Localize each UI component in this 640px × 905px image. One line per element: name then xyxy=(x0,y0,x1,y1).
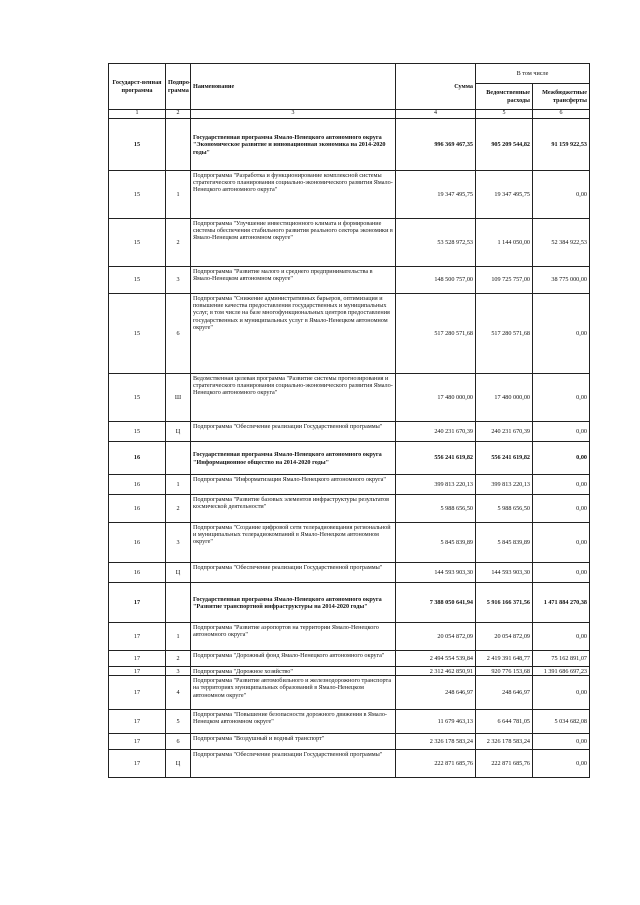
column-number: 6 xyxy=(533,110,590,119)
program-code-cell: 15 xyxy=(109,294,166,374)
department-expenses-cell: 240 231 670,39 xyxy=(476,422,533,442)
sum-cell: 7 388 050 641,94 xyxy=(396,583,476,623)
sum-cell: 2 312 462 850,91 xyxy=(396,667,476,676)
transfers-cell: 0,00 xyxy=(533,676,590,710)
name-cell: Подпрограмма "Воздушный и водный транспорт" xyxy=(191,734,396,750)
transfers-cell: 0,00 xyxy=(533,442,590,475)
transfers-cell: 0,00 xyxy=(533,563,590,583)
subprogram-code-cell: 3 xyxy=(166,667,191,676)
sum-cell: 53 528 972,53 xyxy=(396,219,476,267)
transfers-cell: 0,00 xyxy=(533,495,590,523)
department-expenses-cell: 905 209 544,82 xyxy=(476,119,533,171)
transfers-cell: 38 775 000,00 xyxy=(533,267,590,294)
sum-cell: 556 241 619,82 xyxy=(396,442,476,475)
sum-cell: 222 871 685,76 xyxy=(396,750,476,778)
subprogram-code-cell: Ц xyxy=(166,750,191,778)
table-row xyxy=(109,422,590,442)
subprogram-code-cell: Ц xyxy=(166,422,191,442)
department-expenses-cell: 19 347 495,75 xyxy=(476,171,533,219)
sum-cell: 240 231 670,39 xyxy=(396,422,476,442)
column-number: 3 xyxy=(191,110,396,119)
name-cell: Подпрограмма "Развитие аэропортов на территории Ямало-Ненецкого автономного округа" xyxy=(191,623,396,651)
transfers-cell: 0,00 xyxy=(533,475,590,495)
sum-cell: 996 369 467,35 xyxy=(396,119,476,171)
name-cell: Подпрограмма "Информатизация Ямало-Ненецкого автономного округа" xyxy=(191,475,396,495)
program-code-cell: 16 xyxy=(109,475,166,495)
column-number: 5 xyxy=(476,110,533,119)
department-expenses-cell: 517 280 571,68 xyxy=(476,294,533,374)
program-code-cell: 15 xyxy=(109,374,166,422)
header-name: Наименование xyxy=(191,64,396,110)
program-code-cell: 17 xyxy=(109,667,166,676)
table-row xyxy=(109,651,590,667)
subprogram-code-cell: 5 xyxy=(166,710,191,734)
program-code-cell: 15 xyxy=(109,219,166,267)
name-cell: Подпрограмма "Обеспечение реализации Государственной программы" xyxy=(191,563,396,583)
column-number: 4 xyxy=(396,110,476,119)
transfers-cell: 0,00 xyxy=(533,623,590,651)
transfers-cell: 0,00 xyxy=(533,422,590,442)
subprogram-code-cell: 6 xyxy=(166,294,191,374)
name-cell: Подпрограмма "Дорожное хозяйство" xyxy=(191,667,396,676)
table-row xyxy=(109,171,590,219)
table-row xyxy=(109,475,590,495)
program-code-cell: 15 xyxy=(109,267,166,294)
sum-cell: 5 845 839,89 xyxy=(396,523,476,563)
sum-cell: 5 988 656,50 xyxy=(396,495,476,523)
header-including: В том числе xyxy=(476,64,590,84)
sum-cell: 2 326 178 583,24 xyxy=(396,734,476,750)
department-expenses-cell: 2 419 391 648,77 xyxy=(476,651,533,667)
transfers-cell: 75 162 891,07 xyxy=(533,651,590,667)
table-row xyxy=(109,583,590,623)
sum-cell: 19 347 495,75 xyxy=(396,171,476,219)
table-row xyxy=(109,623,590,651)
transfers-cell: 0,00 xyxy=(533,374,590,422)
subprogram-code-cell: 1 xyxy=(166,171,191,219)
name-cell: Подпрограмма "Обеспечение реализации Государственной программы" xyxy=(191,750,396,778)
name-cell: Подпрограмма "Обеспечение реализации Государственной программы" xyxy=(191,422,396,442)
department-expenses-cell: 248 646,97 xyxy=(476,676,533,710)
program-code-cell: 17 xyxy=(109,710,166,734)
name-cell: Подпрограмма "Снижение административных барьеров, оптимизация и повышение качества предоставления государственных и муниципальных услуг, в том числе на базе многофункциональных центров предоставления государственных и муниципальных услуг в Ямало-Ненецком автономном округе" xyxy=(191,294,396,374)
subprogram-code-cell xyxy=(166,583,191,623)
table-row xyxy=(109,563,590,583)
table-row xyxy=(109,294,590,374)
name-cell: Подпрограмма "Создание цифровой сети телерадиовещания региональной и муниципальных телерадиокомпаний в Ямало-Ненецком автономном округе" xyxy=(191,523,396,563)
transfers-cell: 0,00 xyxy=(533,294,590,374)
transfers-cell: 0,00 xyxy=(533,523,590,563)
sum-cell: 20 054 872,09 xyxy=(396,623,476,651)
table-row xyxy=(109,495,590,523)
transfers-cell: 91 159 922,53 xyxy=(533,119,590,171)
program-code-cell: 16 xyxy=(109,442,166,475)
table-row xyxy=(109,267,590,294)
table-row xyxy=(109,750,590,778)
subprogram-code-cell: 1 xyxy=(166,623,191,651)
subprogram-code-cell xyxy=(166,119,191,171)
department-expenses-cell: 109 725 757,00 xyxy=(476,267,533,294)
table-header xyxy=(109,64,590,119)
header-program: Государст-венная программа xyxy=(109,64,166,110)
transfers-cell: 1 471 884 270,38 xyxy=(533,583,590,623)
subprogram-code-cell: 3 xyxy=(166,267,191,294)
department-expenses-cell: 556 241 619,82 xyxy=(476,442,533,475)
table-row xyxy=(109,523,590,563)
department-expenses-cell: 222 871 685,76 xyxy=(476,750,533,778)
column-numbers-row xyxy=(109,110,590,119)
subprogram-code-cell: 4 xyxy=(166,676,191,710)
name-cell: Подпрограмма "Развитие малого и среднего предпринимательства в Ямало-Ненецком автономном округе" xyxy=(191,267,396,294)
department-expenses-cell: 399 813 220,13 xyxy=(476,475,533,495)
program-code-cell: 15 xyxy=(109,422,166,442)
subprogram-code-cell: 1 xyxy=(166,475,191,495)
table-row xyxy=(109,710,590,734)
department-expenses-cell: 17 480 000,00 xyxy=(476,374,533,422)
department-expenses-cell: 5 916 166 371,56 xyxy=(476,583,533,623)
department-expenses-cell: 2 326 178 583,24 xyxy=(476,734,533,750)
column-number: 2 xyxy=(166,110,191,119)
program-code-cell: 17 xyxy=(109,750,166,778)
budget-table xyxy=(108,63,590,778)
department-expenses-cell: 5 845 839,89 xyxy=(476,523,533,563)
program-code-cell: 17 xyxy=(109,623,166,651)
name-cell: Подпрограмма "Дорожный фонд Ямало-Ненецкого автономного округа" xyxy=(191,651,396,667)
department-expenses-cell: 144 593 903,30 xyxy=(476,563,533,583)
table-row xyxy=(109,442,590,475)
sum-cell: 17 480 000,00 xyxy=(396,374,476,422)
table-body xyxy=(109,119,590,778)
name-cell: Государственная программа Ямало-Ненецкого автономного округа "Экономическое развитие и инновационная экономика на 2014-2020 годы" xyxy=(191,119,396,171)
sum-cell: 2 494 554 539,84 xyxy=(396,651,476,667)
subprogram-code-cell: 2 xyxy=(166,495,191,523)
subprogram-code-cell: Ц xyxy=(166,563,191,583)
program-code-cell: 17 xyxy=(109,734,166,750)
transfers-cell: 0,00 xyxy=(533,171,590,219)
name-cell: Подпрограмма "Развитие базовых элементов инфраструктуры результатов космической деятельности" xyxy=(191,495,396,523)
subprogram-code-cell: 2 xyxy=(166,651,191,667)
department-expenses-cell: 6 644 781,05 xyxy=(476,710,533,734)
sum-cell: 399 813 220,13 xyxy=(396,475,476,495)
transfers-cell: 0,00 xyxy=(533,750,590,778)
transfers-cell: 1 391 686 697,23 xyxy=(533,667,590,676)
sum-cell: 11 679 463,13 xyxy=(396,710,476,734)
subprogram-code-cell: Ш xyxy=(166,374,191,422)
department-expenses-cell: 5 988 656,50 xyxy=(476,495,533,523)
department-expenses-cell: 920 776 153,68 xyxy=(476,667,533,676)
program-code-cell: 16 xyxy=(109,523,166,563)
name-cell: Подпрограмма "Улучшение инвестиционного климата и формирование системы обеспечения стабильного развития реального сектора экономики в Ямало-Ненецком автономном округе" xyxy=(191,219,396,267)
transfers-cell: 5 034 682,08 xyxy=(533,710,590,734)
program-code-cell: 15 xyxy=(109,119,166,171)
program-code-cell: 15 xyxy=(109,171,166,219)
subprogram-code-cell: 3 xyxy=(166,523,191,563)
sum-cell: 517 280 571,68 xyxy=(396,294,476,374)
program-code-cell: 16 xyxy=(109,495,166,523)
program-code-cell: 17 xyxy=(109,651,166,667)
table-row xyxy=(109,119,590,171)
sum-cell: 248 646,97 xyxy=(396,676,476,710)
table-row xyxy=(109,667,590,676)
header-subprogram: Подпро-грамма xyxy=(166,64,191,110)
header-sum: Сумма xyxy=(396,64,476,110)
name-cell: Государственная программа Ямало-Ненецкого автономного округа "Информационное общество на 2014-2020 годы" xyxy=(191,442,396,475)
name-cell: Ведомственная целевая программа "Развитие системы прогнозирования и стратегического планирования социально-экономического развития Ямало-Ненецкого автономного округа" xyxy=(191,374,396,422)
sum-cell: 144 593 903,30 xyxy=(396,563,476,583)
name-cell: Государственная программа Ямало-Ненецкого автономного округа "Развитие транспортной инфраструктуры на 2014-2020 годы" xyxy=(191,583,396,623)
transfers-cell: 52 384 922,53 xyxy=(533,219,590,267)
subprogram-code-cell: 2 xyxy=(166,219,191,267)
program-code-cell: 17 xyxy=(109,676,166,710)
department-expenses-cell: 20 054 872,09 xyxy=(476,623,533,651)
header-department-expenses: Ведомственные расходы xyxy=(476,84,533,110)
program-code-cell: 17 xyxy=(109,583,166,623)
table-row xyxy=(109,374,590,422)
name-cell: Подпрограмма "Разработка и функционирование комплексной системы стратегического планирования социально-экономического развития Ямало-Ненецкого автономного округа" xyxy=(191,171,396,219)
table-row xyxy=(109,734,590,750)
department-expenses-cell: 1 144 050,00 xyxy=(476,219,533,267)
name-cell: Подпрограмма "Развитие автомобильного и железнодорожного транспорта на территориях муниципальных образований в Ямало-Ненецком автономном округе" xyxy=(191,676,396,710)
table-row xyxy=(109,219,590,267)
table-row xyxy=(109,676,590,710)
program-code-cell: 16 xyxy=(109,563,166,583)
subprogram-code-cell: 6 xyxy=(166,734,191,750)
sum-cell: 148 500 757,00 xyxy=(396,267,476,294)
subprogram-code-cell xyxy=(166,442,191,475)
name-cell: Подпрограмма "Повышение безопасности дорожного движения в Ямало-Ненецком автономном округе" xyxy=(191,710,396,734)
transfers-cell: 0,00 xyxy=(533,734,590,750)
header-transfers: Межбюджетные трансферты xyxy=(533,84,590,110)
column-number: 1 xyxy=(109,110,166,119)
